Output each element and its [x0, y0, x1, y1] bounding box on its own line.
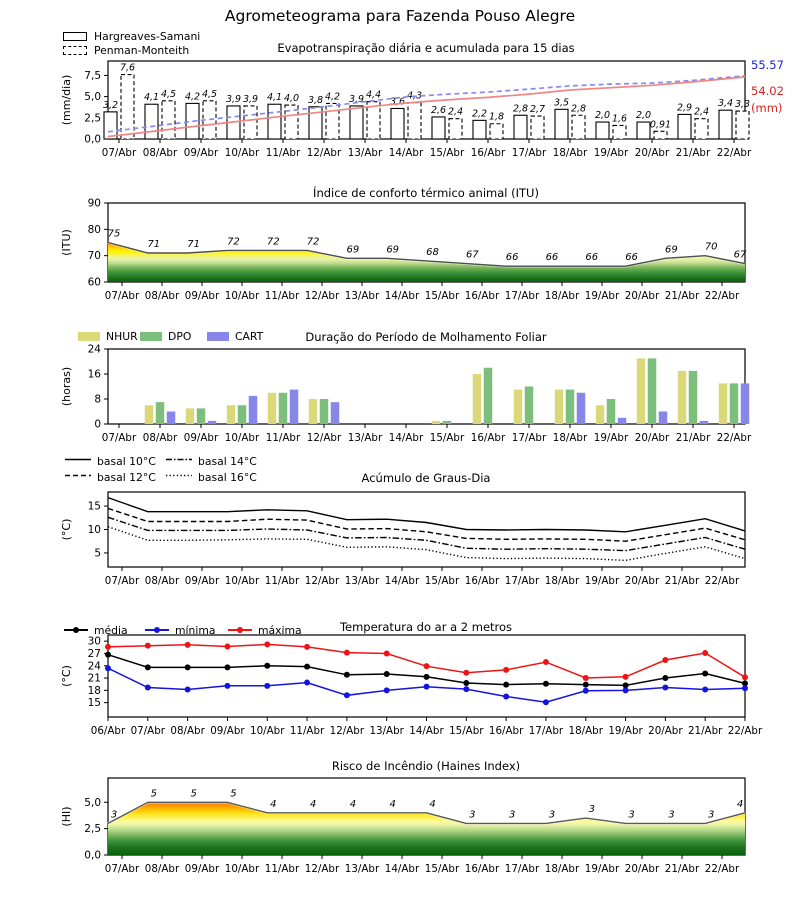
legend-basal-10 [65, 455, 156, 468]
svg-text:2,4: 2,4 [447, 106, 464, 118]
svg-text:4: 4 [270, 798, 277, 810]
legend-label: DPO [168, 330, 192, 343]
chart-title-evapo: Evapotranspiração diária e acumulada para 15 dias [277, 41, 575, 55]
svg-text:4,5: 4,5 [160, 88, 177, 100]
svg-text:21: 21 [87, 672, 101, 685]
svg-text:4,4: 4,4 [365, 89, 382, 101]
svg-text:11/Abr: 11/Abr [264, 290, 300, 302]
svg-text:10/Abr: 10/Abr [224, 290, 260, 302]
hargreaves-total-label: 54.02 [751, 84, 784, 98]
svg-text:0,91: 0,91 [649, 119, 672, 131]
svg-text:12/Abr: 12/Abr [304, 290, 340, 302]
svg-text:17/Abr: 17/Abr [511, 147, 547, 159]
svg-text:24: 24 [87, 660, 101, 673]
svg-text:13/Abr: 13/Abr [344, 575, 380, 587]
svg-text:22/Abr: 22/Abr [716, 432, 752, 444]
legend-label: CART [235, 330, 264, 343]
svg-text:08/Abr: 08/Abr [170, 725, 205, 737]
svg-text:22/Abr: 22/Abr [727, 725, 763, 737]
svg-text:22/Abr: 22/Abr [704, 575, 740, 587]
svg-text:10/Abr: 10/Abr [250, 725, 285, 737]
svg-text:19/Abr: 19/Abr [593, 147, 629, 159]
svg-text:3,4: 3,4 [717, 98, 734, 110]
svg-text:18/Abr: 18/Abr [552, 432, 588, 444]
svg-text:3: 3 [469, 809, 476, 821]
svg-text:3: 3 [708, 809, 715, 821]
legend-label: Hargreaves-Samani [94, 30, 201, 43]
svg-text:71: 71 [147, 239, 161, 251]
legend-hargreaves [63, 30, 200, 43]
svg-text:16/Abr: 16/Abr [464, 290, 500, 302]
svg-text:3: 3 [668, 809, 675, 821]
graus_dia-chart [60, 492, 745, 587]
svg-text:15/Abr: 15/Abr [429, 147, 465, 159]
svg-text:30: 30 [87, 635, 101, 648]
haines-chart [60, 778, 745, 875]
svg-text:19/Abr: 19/Abr [608, 725, 643, 737]
svg-text:14/Abr: 14/Abr [388, 147, 424, 159]
svg-text:15/Abr: 15/Abr [424, 863, 460, 875]
svg-text:17/Abr: 17/Abr [511, 432, 547, 444]
cart-swatch [207, 332, 229, 341]
svg-text:2,2: 2,2 [471, 108, 488, 120]
legend-basal-16 [166, 471, 257, 484]
svg-text:07/Abr: 07/Abr [101, 432, 137, 444]
svg-text:0,0: 0,0 [84, 849, 101, 862]
svg-text:09/Abr: 09/Abr [184, 863, 220, 875]
svg-text:4: 4 [309, 798, 317, 810]
svg-text:(mm/dia): (mm/dia) [60, 74, 73, 126]
svg-text:12/Abr: 12/Abr [329, 725, 365, 737]
svg-text:08/Abr: 08/Abr [144, 863, 180, 875]
svg-text:06/Abr: 06/Abr [90, 725, 126, 737]
svg-text:16/Abr: 16/Abr [464, 863, 500, 875]
svg-text:07/Abr: 07/Abr [101, 147, 137, 159]
svg-text:4: 4 [429, 798, 436, 810]
svg-text:67: 67 [733, 249, 747, 261]
svg-text:17/Abr: 17/Abr [504, 575, 540, 587]
svg-text:5: 5 [190, 788, 197, 800]
svg-text:4,2: 4,2 [324, 91, 341, 103]
svg-text:16/Abr: 16/Abr [470, 147, 506, 159]
svg-text:5: 5 [150, 788, 157, 800]
svg-text:22/Abr: 22/Abr [704, 863, 740, 875]
legend-label: basal 16°C [198, 471, 257, 484]
chart-title-temperatura: Temperatura do ar a 2 metros [339, 620, 513, 634]
svg-text:14/Abr: 14/Abr [409, 725, 444, 737]
svg-text:66: 66 [585, 252, 599, 264]
svg-text:3,5: 3,5 [553, 97, 570, 109]
svg-text:4,2: 4,2 [184, 91, 201, 103]
svg-text:18/Abr: 18/Abr [544, 290, 580, 302]
svg-text:(HI): (HI) [60, 806, 73, 827]
svg-text:13/Abr: 13/Abr [347, 432, 383, 444]
svg-text:10/Abr: 10/Abr [224, 432, 260, 444]
svg-text:21/Abr: 21/Abr [664, 290, 700, 302]
svg-text:3: 3 [588, 804, 595, 816]
svg-text:69: 69 [346, 244, 360, 256]
svg-text:4,0: 4,0 [283, 93, 300, 105]
svg-text:2,5: 2,5 [84, 112, 101, 125]
legend-label: mínima [175, 624, 216, 637]
svg-text:72: 72 [306, 236, 320, 248]
svg-text:18: 18 [87, 684, 101, 697]
svg-text:2,6: 2,6 [430, 104, 447, 116]
svg-text:2,9: 2,9 [676, 102, 693, 114]
temperatura-chart [60, 635, 763, 737]
legend-basal-12 [65, 471, 156, 484]
svg-text:13/Abr: 13/Abr [344, 863, 380, 875]
svg-text:18/Abr: 18/Abr [544, 863, 580, 875]
svg-text:12/Abr: 12/Abr [306, 147, 342, 159]
svg-text:21/Abr: 21/Abr [687, 725, 723, 737]
svg-text:7,5: 7,5 [84, 69, 101, 82]
svg-text:3,9: 3,9 [242, 93, 259, 105]
svg-text:2,8: 2,8 [512, 103, 529, 115]
svg-text:24: 24 [87, 343, 101, 356]
legend-label: Penman-Monteith [94, 44, 190, 57]
svg-text:11/Abr: 11/Abr [265, 432, 301, 444]
svg-text:90: 90 [87, 197, 101, 210]
svg-text:20/Abr: 20/Abr [634, 432, 670, 444]
media-swatch [64, 629, 88, 631]
svg-text:7,6: 7,6 [119, 62, 136, 74]
svg-text:09/Abr: 09/Abr [210, 725, 245, 737]
svg-text:20/Abr: 20/Abr [648, 725, 683, 737]
minima-swatch [145, 629, 169, 631]
legend-penman [63, 44, 189, 57]
svg-text:1,8: 1,8 [488, 111, 505, 123]
basal-10-swatch [65, 455, 91, 464]
svg-text:10/Abr: 10/Abr [224, 147, 260, 159]
svg-text:72: 72 [266, 236, 280, 248]
svg-text:12/Abr: 12/Abr [304, 863, 340, 875]
maxima-swatch [228, 629, 252, 631]
svg-text:15/Abr: 15/Abr [449, 725, 484, 737]
svg-text:5: 5 [94, 547, 101, 560]
svg-text:2,7: 2,7 [529, 104, 546, 116]
chart-title-molhamento: Duração do Período de Molhamento Foliar [305, 330, 547, 344]
svg-text:13/Abr: 13/Abr [344, 290, 380, 302]
legend-dpo [140, 330, 191, 343]
svg-text:16/Abr: 16/Abr [470, 432, 506, 444]
dpo-swatch [140, 332, 162, 341]
basal-12-swatch [65, 471, 91, 480]
svg-text:68: 68 [426, 246, 439, 258]
svg-text:3: 3 [508, 809, 516, 821]
svg-text:3: 3 [110, 809, 118, 821]
svg-text:13/Abr: 13/Abr [347, 147, 383, 159]
svg-text:10: 10 [87, 524, 101, 536]
svg-text:5,0: 5,0 [84, 796, 101, 809]
penman-swatch [63, 46, 87, 55]
legend-label: máxima [258, 624, 302, 637]
svg-text:0: 0 [94, 418, 101, 431]
svg-text:07/Abr: 07/Abr [130, 725, 166, 737]
svg-text:19/Abr: 19/Abr [584, 290, 620, 302]
svg-text:19/Abr: 19/Abr [593, 432, 629, 444]
legend-nhur [78, 330, 138, 343]
svg-text:07/Abr: 07/Abr [104, 575, 140, 587]
legend-label: basal 12°C [97, 471, 156, 484]
svg-text:(horas): (horas) [60, 366, 73, 407]
svg-text:2,8: 2,8 [570, 103, 587, 115]
maxima-dot [237, 627, 243, 633]
svg-text:08/Abr: 08/Abr [144, 575, 180, 587]
svg-text:4,3: 4,3 [406, 90, 423, 102]
basal-14-swatch [166, 455, 192, 464]
svg-text:16/Abr: 16/Abr [488, 725, 524, 737]
svg-text:07/Abr: 07/Abr [104, 290, 140, 302]
svg-text:09/Abr: 09/Abr [184, 575, 220, 587]
svg-text:21/Abr: 21/Abr [675, 147, 711, 159]
svg-text:67: 67 [465, 249, 479, 261]
svg-text:18/Abr: 18/Abr [544, 575, 580, 587]
svg-text:2,5: 2,5 [84, 823, 101, 836]
svg-text:(°C): (°C) [60, 665, 73, 687]
right-axis-unit-label: (mm) [751, 101, 783, 115]
legend-cart [207, 330, 263, 343]
svg-text:5,0: 5,0 [84, 91, 101, 104]
svg-text:0,0: 0,0 [84, 133, 101, 146]
svg-text:20/Abr: 20/Abr [624, 290, 660, 302]
svg-text:11/Abr: 11/Abr [264, 863, 300, 875]
hargreaves-swatch [63, 32, 87, 41]
legend-label: NHUR [106, 330, 138, 343]
svg-text:15: 15 [87, 500, 101, 513]
svg-text:20/Abr: 20/Abr [634, 147, 670, 159]
svg-text:75: 75 [107, 228, 121, 240]
svg-text:60: 60 [87, 276, 101, 289]
svg-text:19/Abr: 19/Abr [584, 863, 620, 875]
svg-text:3,6: 3,6 [389, 96, 406, 108]
svg-text:17/Abr: 17/Abr [504, 863, 540, 875]
svg-text:19/Abr: 19/Abr [584, 575, 620, 587]
svg-text:10/Abr: 10/Abr [224, 575, 260, 587]
svg-text:08/Abr: 08/Abr [144, 290, 180, 302]
svg-text:12/Abr: 12/Abr [306, 432, 342, 444]
svg-text:16/Abr: 16/Abr [464, 575, 500, 587]
svg-text:09/Abr: 09/Abr [183, 432, 219, 444]
evapo-chart [60, 61, 752, 159]
svg-text:21/Abr: 21/Abr [664, 575, 700, 587]
svg-text:80: 80 [87, 223, 101, 236]
svg-text:27: 27 [87, 647, 101, 660]
svg-text:4,1: 4,1 [266, 92, 283, 104]
svg-text:17/Abr: 17/Abr [528, 725, 564, 737]
svg-text:66: 66 [545, 252, 559, 264]
svg-text:3: 3 [628, 809, 635, 821]
svg-text:3,9: 3,9 [225, 93, 242, 105]
svg-text:70: 70 [87, 250, 101, 263]
svg-text:17/Abr: 17/Abr [504, 290, 540, 302]
svg-text:14/Abr: 14/Abr [384, 290, 420, 302]
svg-text:4: 4 [349, 798, 357, 810]
legend-minima [145, 624, 216, 637]
svg-text:3,3: 3,3 [734, 99, 751, 111]
svg-text:3,8: 3,8 [307, 94, 324, 106]
svg-text:66: 66 [625, 252, 638, 264]
legend-basal-14 [166, 455, 257, 468]
svg-text:22/Abr: 22/Abr [716, 147, 752, 159]
chart-title-itu: Índice de conforto térmico animal (ITU) [313, 186, 539, 200]
svg-text:14/Abr: 14/Abr [388, 432, 424, 444]
svg-text:08/Abr: 08/Abr [142, 147, 178, 159]
svg-text:21/Abr: 21/Abr [675, 432, 711, 444]
itu-chart [60, 198, 747, 303]
svg-text:2,0: 2,0 [594, 110, 611, 122]
basal-16-swatch [166, 471, 192, 480]
penman-total-label: 55.57 [751, 58, 784, 72]
svg-text:18/Abr: 18/Abr [568, 725, 603, 737]
svg-text:5: 5 [230, 788, 237, 800]
svg-text:11/Abr: 11/Abr [289, 725, 325, 737]
svg-text:10/Abr: 10/Abr [224, 863, 260, 875]
media-dot [73, 627, 79, 633]
svg-text:14/Abr: 14/Abr [384, 575, 420, 587]
svg-text:11/Abr: 11/Abr [265, 147, 301, 159]
svg-text:66: 66 [505, 252, 519, 264]
chart-title-graus-dia: Acúmulo de Graus-Dia [361, 471, 491, 485]
svg-text:71: 71 [187, 239, 200, 251]
svg-text:70: 70 [704, 241, 718, 253]
svg-text:3,2: 3,2 [102, 99, 119, 111]
svg-text:08/Abr: 08/Abr [142, 432, 178, 444]
svg-text:69: 69 [386, 244, 400, 256]
svg-text:4,1: 4,1 [143, 92, 160, 104]
legend-maxima [228, 624, 302, 637]
svg-text:(ITU): (ITU) [60, 229, 73, 256]
svg-text:2,4: 2,4 [693, 106, 710, 118]
svg-text:1,6: 1,6 [611, 113, 628, 125]
svg-text:13/Abr: 13/Abr [369, 725, 404, 737]
svg-text:11/Abr: 11/Abr [264, 575, 300, 587]
legend-label: média [94, 624, 128, 637]
svg-text:4: 4 [736, 798, 744, 810]
legend-label: basal 14°C [198, 455, 257, 468]
svg-text:8: 8 [94, 393, 101, 406]
svg-text:12/Abr: 12/Abr [304, 575, 340, 587]
svg-text:22/Abr: 22/Abr [704, 290, 740, 302]
svg-text:15/Abr: 15/Abr [424, 575, 460, 587]
minima-dot [154, 627, 160, 633]
svg-text:09/Abr: 09/Abr [183, 147, 219, 159]
svg-text:3: 3 [548, 809, 556, 821]
svg-text:21/Abr: 21/Abr [664, 863, 700, 875]
svg-text:69: 69 [665, 244, 678, 256]
svg-text:09/Abr: 09/Abr [184, 290, 220, 302]
page-title: Agrometeograma para Fazenda Pouso Alegre [224, 7, 576, 25]
legend-label: basal 10°C [97, 455, 156, 468]
svg-text:15/Abr: 15/Abr [429, 432, 465, 444]
legend-media [64, 624, 128, 637]
svg-text:16: 16 [87, 368, 101, 381]
svg-text:20/Abr: 20/Abr [624, 863, 660, 875]
svg-text:3,9: 3,9 [348, 93, 365, 105]
svg-text:07/Abr: 07/Abr [104, 863, 140, 875]
svg-text:14/Abr: 14/Abr [384, 863, 420, 875]
svg-text:15/Abr: 15/Abr [424, 290, 460, 302]
molhamento-chart [60, 344, 752, 445]
svg-text:2,0: 2,0 [635, 110, 652, 122]
nhur-swatch [78, 332, 100, 341]
svg-text:20/Abr: 20/Abr [624, 575, 660, 587]
svg-text:18/Abr: 18/Abr [552, 147, 588, 159]
svg-text:(°C): (°C) [60, 518, 73, 541]
svg-text:72: 72 [227, 236, 240, 248]
svg-text:4,5: 4,5 [201, 88, 218, 100]
chart-title-haines: Risco de Incêndio (Haines Index) [331, 759, 521, 773]
svg-text:4: 4 [389, 798, 396, 810]
svg-text:15: 15 [87, 697, 101, 710]
